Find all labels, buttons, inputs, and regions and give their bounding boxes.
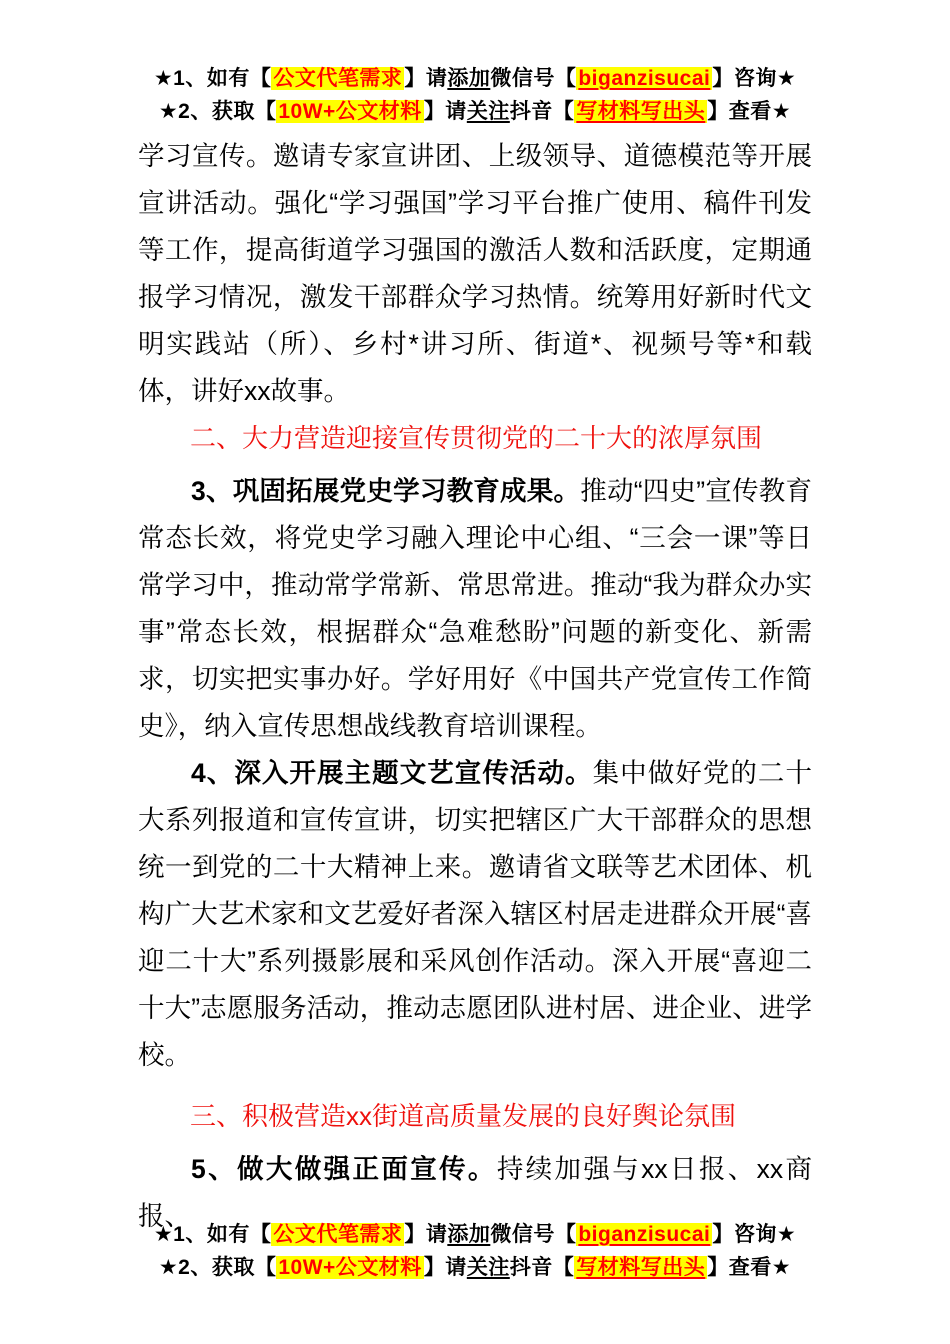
header-bracket-mid: 】请 xyxy=(404,67,448,90)
paragraph-4 xyxy=(138,750,812,1079)
footer2-follow-action: 关注 xyxy=(466,1256,510,1279)
paragraph-3 xyxy=(138,468,812,750)
footer-highlight-keyword: 公文代笔需求 xyxy=(273,1223,403,1246)
header-wechat-id: biganzisucai xyxy=(578,67,711,90)
footer2-star-prefix: ★2、获取【 xyxy=(158,1256,277,1279)
footer2-douyin-id: 写材料写出头 xyxy=(576,1256,706,1279)
header2-bracket-mid: 】请 xyxy=(423,100,467,123)
footer2-highlight-keyword: 10W+公文材料 xyxy=(278,1256,422,1279)
paragraph-3-text: 推动“四史”宣传教育常态长效，将党史学习融入理论中心组、“三会一课”等日常学习中，推动常学常新、常思常进。推动“我为群众办实事”常态长效，根据群众“急难愁盼”问题的新变化、新需求，切实把实事办好。学好用好《中国共产党宣传工作简史》，纳入宣传思想战线教育培训课程。 xyxy=(138,476,812,741)
paragraph-4-lead: 4、深入开展主题文艺宣传活动。 xyxy=(191,758,593,788)
header2-highlight-keyword: 10W+公文材料 xyxy=(278,100,422,123)
header-wechat-label: 微信号【 xyxy=(490,67,577,90)
footer-star-suffix: 】咨询★ xyxy=(712,1223,797,1246)
paragraph-3-lead: 3、巩固拓展党史学习教育成果。 xyxy=(191,476,581,506)
header-add-action: 添加 xyxy=(447,67,491,90)
footer2-douyin-label: 抖音【 xyxy=(509,1256,575,1279)
section-heading-2: 二、大力营造迎接宣传贯彻党的二十大的浓厚氛围 xyxy=(190,423,763,453)
footer-star-prefix: ★1、如有【 xyxy=(153,1223,272,1246)
header2-douyin-label: 抖音【 xyxy=(509,100,575,123)
header2-douyin-id: 写材料写出头 xyxy=(576,100,706,123)
paragraph-continuation: 学习宣传。邀请专家宣讲团、上级领导、道德模范等开展宣讲活动。强化“学习强国”学习平台推广使用、稿件刊发等工作，提高街道学习强国的激活人数和活跃度，定期通报学习情况，激发干部群众学习热情。统筹用好新时代文明实践站（所）、乡村*讲习所、街道*、视频号等*和载体，讲好xx故事。 xyxy=(138,141,812,406)
document-body xyxy=(138,133,812,1240)
footer2-bracket-mid: 】请 xyxy=(423,1256,467,1279)
footer-wechat-id: biganzisucai xyxy=(578,1223,711,1246)
paragraph-5-text: 持续加强与xx日报、xx商报、 xyxy=(138,1154,813,1231)
header2-star-prefix: ★2、获取【 xyxy=(158,100,277,123)
page-header-note xyxy=(0,0,950,128)
header-note-line-2 xyxy=(0,95,950,128)
footer-bracket-mid: 】请 xyxy=(404,1223,448,1246)
footer-wechat-label: 微信号【 xyxy=(490,1223,577,1246)
header-note-line-1 xyxy=(0,62,950,95)
footer-note-line-1 xyxy=(0,1218,950,1251)
section-heading-3: 三、积极营造xx街道高质量发展的良好舆论氛围 xyxy=(190,1101,737,1131)
footer2-star-suffix: 】查看★ xyxy=(707,1256,792,1279)
footer-add-action: 添加 xyxy=(447,1223,491,1246)
header-highlight-keyword: 公文代笔需求 xyxy=(273,67,403,90)
header2-star-suffix: 】查看★ xyxy=(707,100,792,123)
header-star-suffix: 】咨询★ xyxy=(712,67,797,90)
paragraph-4-text: 集中做好党的二十大系列报道和宣传宣讲，切实把辖区广大干部群众的思想统一到党的二十大精神上来。邀请省文联等艺术团体、机构广大艺术家和文艺爱好者深入辖区村居走进群众开展“喜迎二十大”系列摄影展和采风创作活动。深入开展“喜迎二十大”志愿服务活动，推动志愿团队进村居、进企业、进学校。 xyxy=(138,758,812,1070)
footer-note-line-2 xyxy=(0,1251,950,1284)
header-star-prefix: ★1、如有【 xyxy=(153,67,272,90)
page-footer-note xyxy=(0,1218,950,1284)
paragraph-5-lead: 5、做大做强正面宣传。 xyxy=(191,1154,497,1184)
header2-follow-action: 关注 xyxy=(466,100,510,123)
